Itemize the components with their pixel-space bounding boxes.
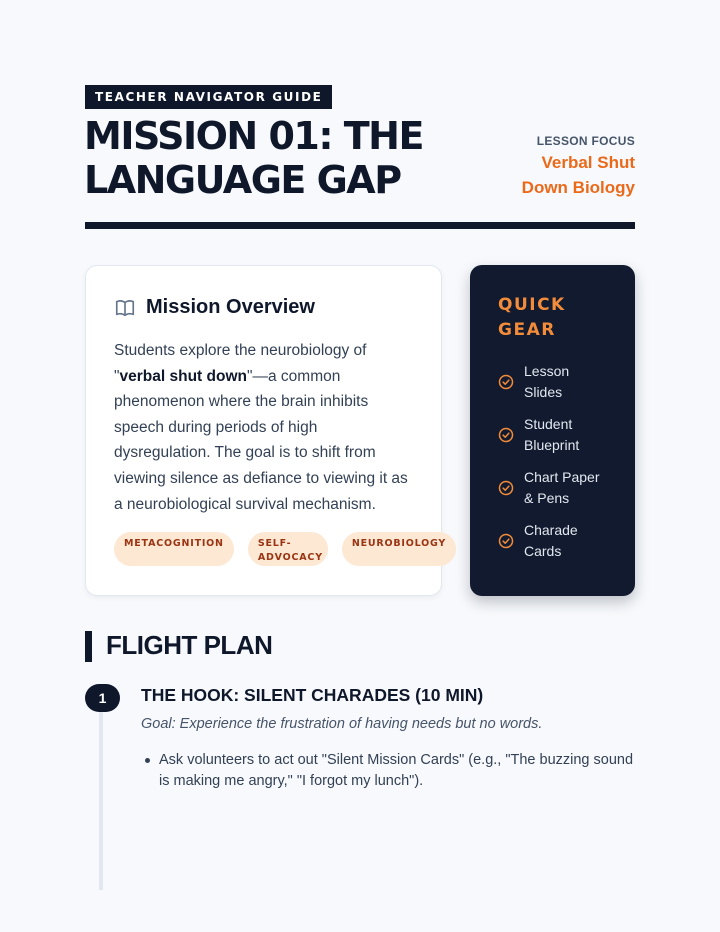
step-bullet: Ask volunteers to act out "Silent Mission Cards" (e.g., "The buzzing sound is making me angry," "I forgot my lunch").: [141, 750, 641, 792]
quick-gear-card: [470, 265, 635, 596]
tag-pill: NEUROBIOLOGY: [342, 532, 456, 566]
step-number-badge: 1: [85, 684, 120, 712]
gear-item-label: Student Blueprint: [524, 415, 580, 453]
quick-gear-title: QUICK GEAR: [498, 295, 566, 340]
step-bullet-list: [141, 750, 641, 792]
header-divider: [85, 222, 635, 229]
gear-item: [498, 461, 604, 514]
tag-pill: SELF-ADVOCACY: [248, 532, 328, 566]
topic-tags: [114, 532, 456, 566]
tag-pill: METACOGNITION: [114, 532, 234, 566]
overview-text-end: "—a common phenomenon where the brain inhibits speech during periods of high dysregulation. The goal is to shift from viewing silence as defiance to viewing it as a neurobiological survival mechanism.: [114, 367, 408, 513]
page-title: MISSION 01: THE LANGUAGE GAP: [84, 114, 423, 202]
flight-plan-title: FLIGHT PLAN: [106, 630, 273, 660]
gear-item-label: Charade Cards: [524, 521, 578, 559]
check-circle-icon: [498, 533, 514, 549]
gear-item-label: Lesson Slides: [524, 362, 570, 400]
guide-tag: TEACHER NAVIGATOR GUIDE: [85, 85, 332, 109]
check-circle-icon: [498, 427, 514, 443]
overview-description: [114, 338, 414, 517]
overview-title: Mission Overview: [146, 296, 315, 318]
check-circle-icon: [498, 480, 514, 496]
step-title: THE HOOK: SILENT CHARADES (10 MIN): [141, 685, 484, 705]
timeline-line: [99, 712, 103, 890]
lesson-focus-value: Verbal Shut Down Biology: [521, 153, 635, 197]
book-icon: [114, 297, 136, 319]
gear-item: [498, 355, 604, 408]
gear-item-label: Chart Paper & Pens: [524, 468, 600, 506]
gear-item: [498, 408, 604, 461]
lesson-focus-label: LESSON FOCUS: [536, 134, 635, 148]
gear-item: [498, 514, 604, 567]
mission-overview-card: [85, 265, 447, 596]
overview-key-term: verbal shut down: [119, 367, 247, 385]
flight-plan-accent-bar: [85, 631, 92, 662]
gear-list: [498, 355, 604, 567]
overview-heading: [114, 296, 315, 319]
overview-text-start: Students explore the neurobiology of ": [114, 342, 367, 385]
check-circle-icon: [498, 374, 514, 390]
step-goal: Goal: Experience the frustration of having needs but no words.: [141, 716, 543, 732]
lesson-focus: [495, 134, 635, 200]
